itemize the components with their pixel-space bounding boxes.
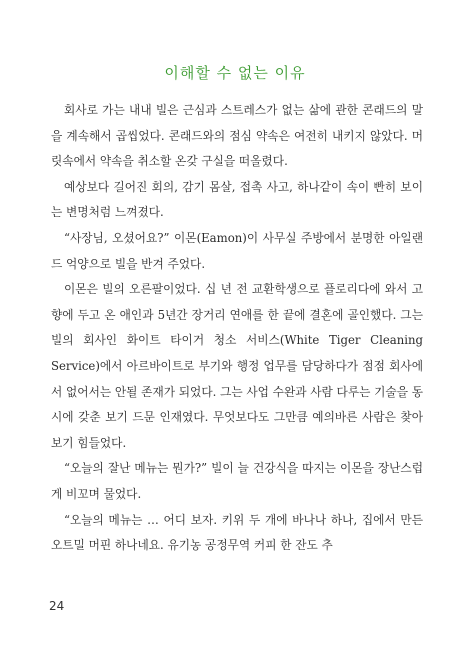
paragraph: “오늘의 메뉴는 … 어디 보자. 키위 두 개에 바나나 하나, 집에서 만든 오트밀 머핀 하나네요. 유기농 공정무역 커피 한 잔도 추 <box>51 512 423 553</box>
chapter-title: 이해할 수 없는 이유 <box>164 64 306 82</box>
paragraph: “오늘의 잘난 메뉴는 뭔가?” 빌이 늘 건강식을 따지는 이몬을 장난스럽게 비꼬며 물었다. <box>51 461 423 501</box>
paragraph: 예상보다 길어진 회의, 감기 몸살, 접촉 사고, 하나같이 속이 빤히 보이는 변명처럼 느껴졌다. <box>51 179 423 220</box>
page-number: 24 <box>49 599 65 613</box>
paragraph: “사장님, 오셨어요?” 이몬(Eamon)이 사무실 주방에서 분명한 아일랜드 억양으로 빌을 반겨 주었다. <box>51 230 423 271</box>
body-text <box>51 98 423 559</box>
paragraph: 이몬은 빌의 오른팔이었다. 십 년 전 교환학생으로 플로리다에 와서 고향에 두고 온 애인과 5년간 장거리 연애를 한 끝에 결혼에 골인했다. 그는 빌의 회사인 화이트 타이거 청소 서비스(White Tiger Cleaning Service)에서 아르바이트로 부기와 행정 업무를 담당하다가 점점 회사에서 없어서는 안될 존재가 되었다. 그는 사업 수완과 사람 다루는 기술을 동시에 갖춘 보기 드문 인재였다. 무엇보다도 그만큼 예의바른 사람은 찾아보기 힘들었다. <box>51 282 423 450</box>
paragraph: 회사로 가는 내내 빌은 근심과 스트레스가 없는 삶에 관한 콘래드의 말을 계속해서 곱씹었다. 콘래드와의 점심 약속은 여전히 내키지 않았다. 머릿속에서 약속을 취소할 온갖 구실을 떠올렸다. <box>51 103 423 169</box>
